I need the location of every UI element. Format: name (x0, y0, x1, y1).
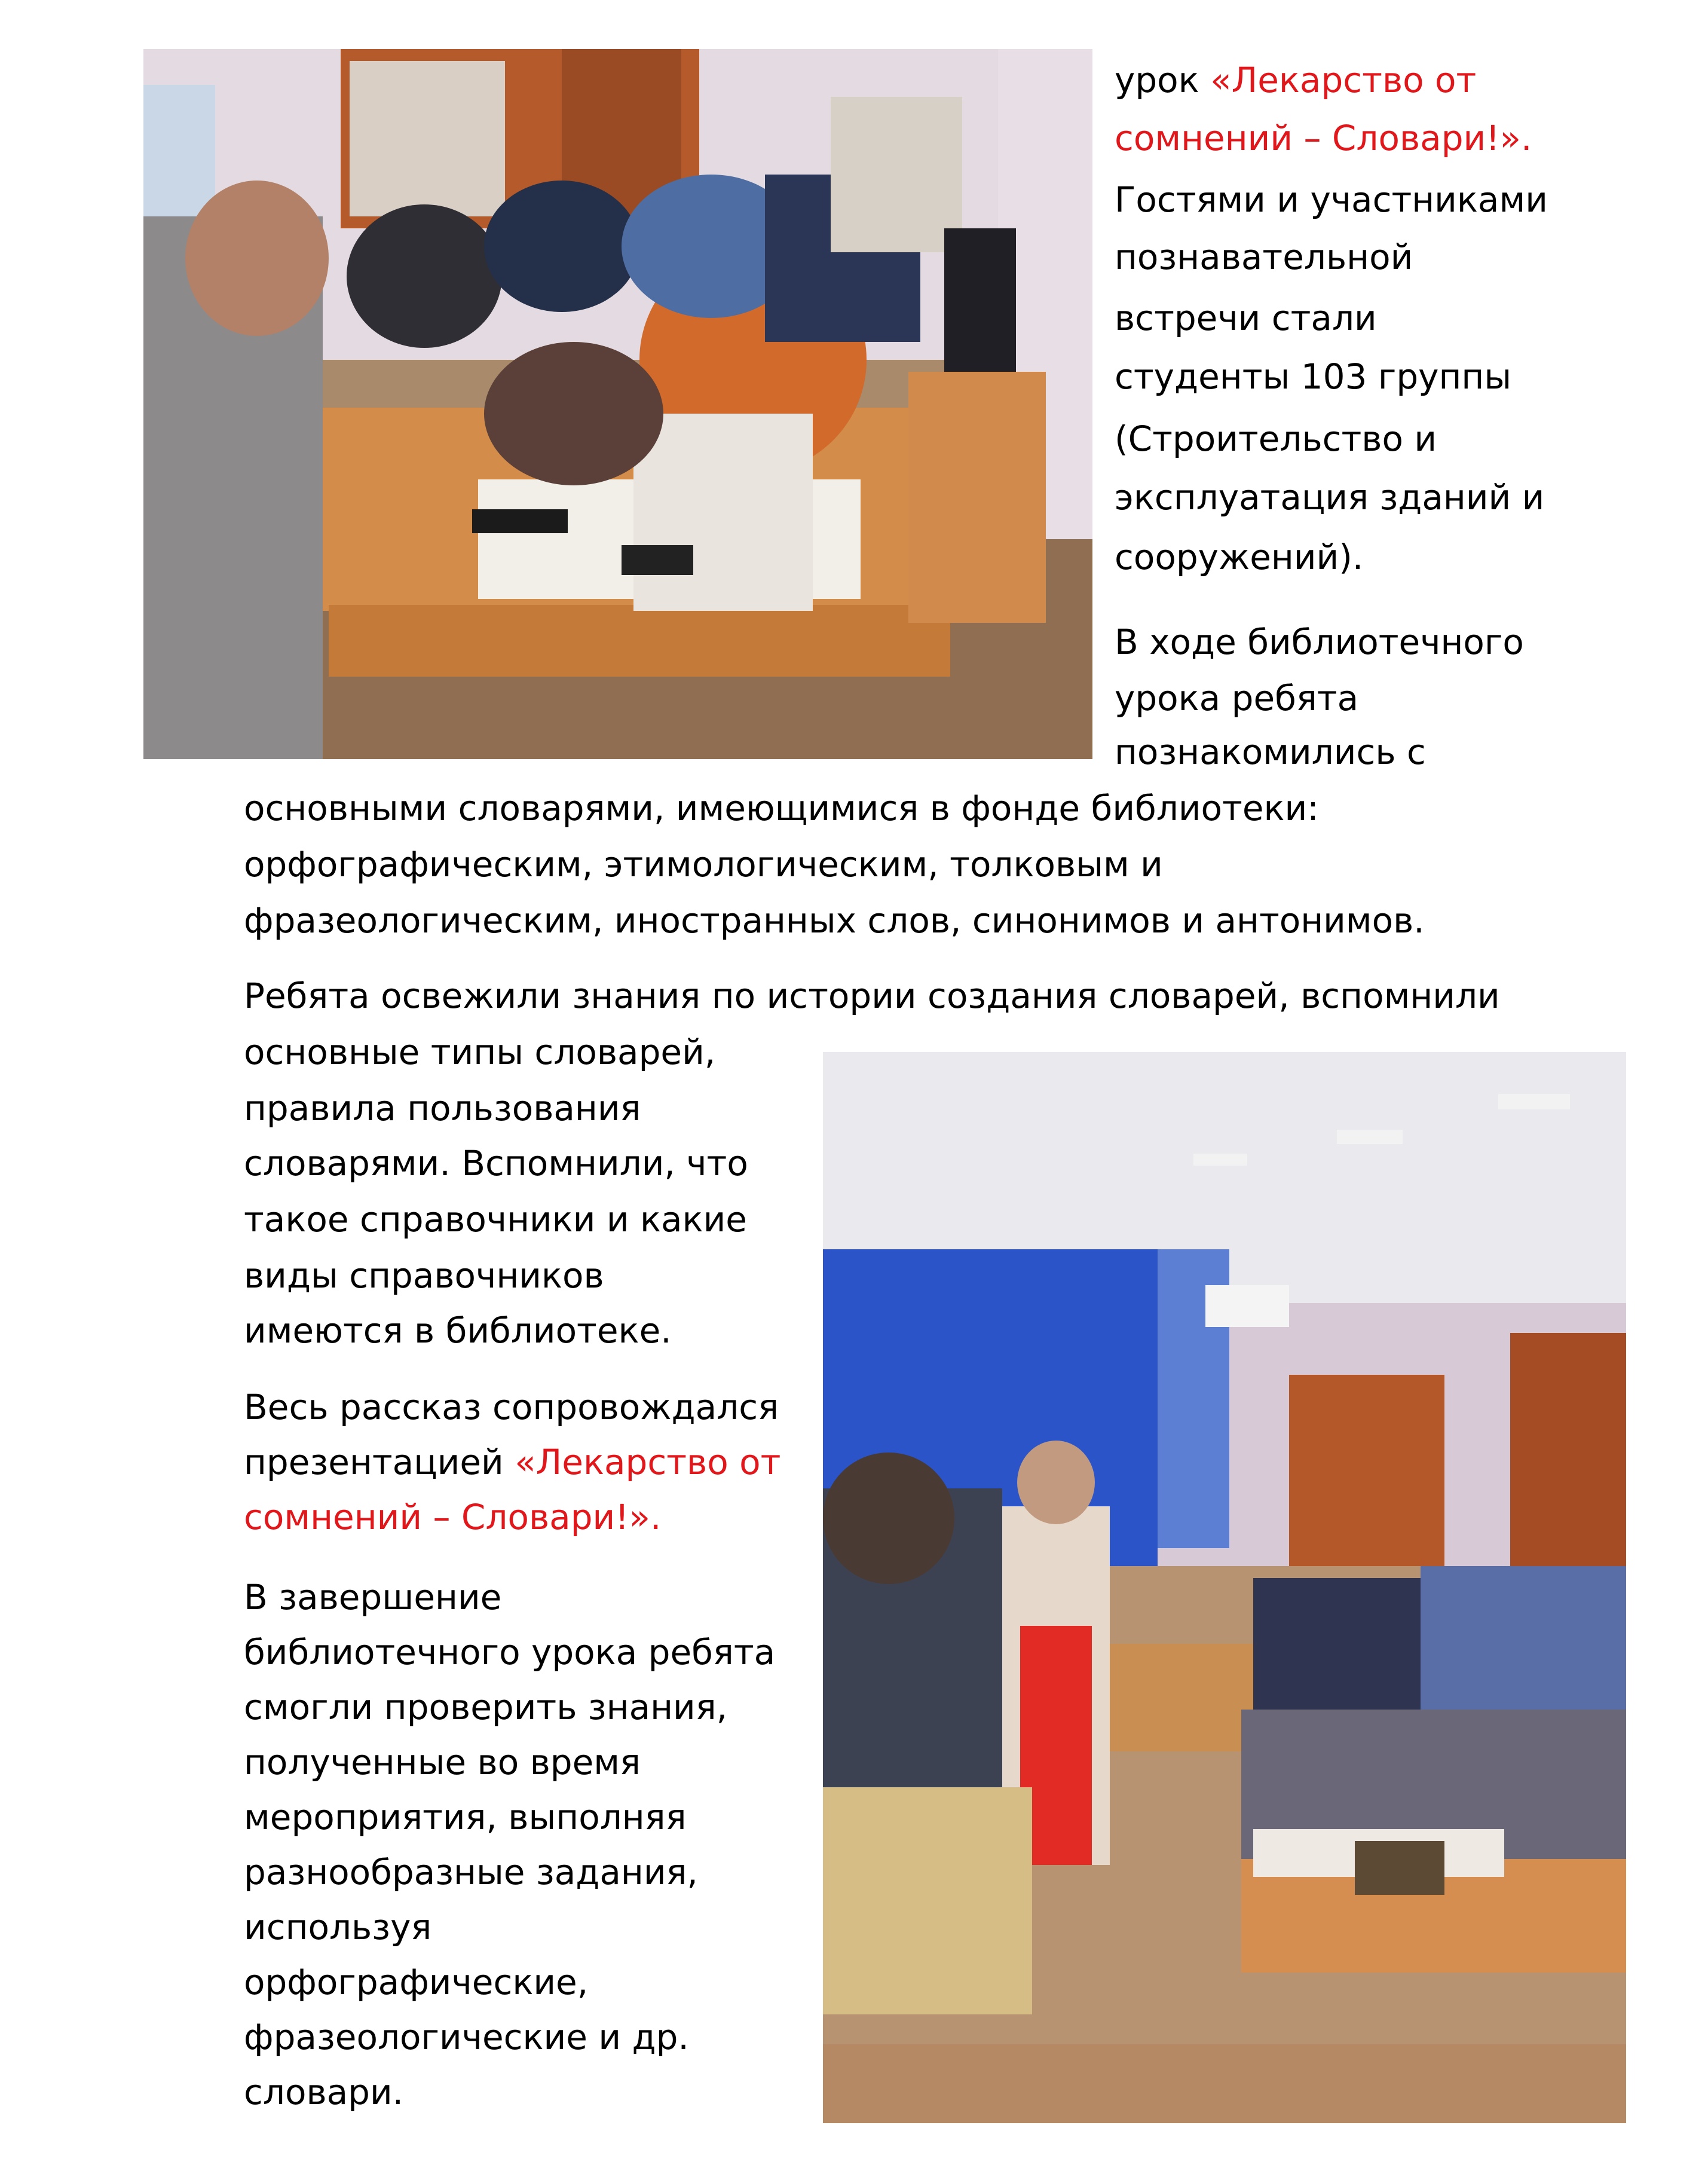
intro-line-5: встречи стали (1115, 298, 1377, 338)
event-title-part-2: сомнений – Словари!». (1115, 118, 1532, 158)
event-title-part-1: «Лекарство от (1210, 60, 1477, 100)
para3-line-3: правила пользования (244, 1088, 641, 1129)
para5-line-10: словари. (244, 2072, 404, 2112)
intro-line-4: познавательной (1115, 237, 1413, 277)
para5-line-9: фразеологические и др. (244, 2017, 689, 2057)
para4-line-2-text: презентацией (244, 1442, 515, 1482)
para2-line-2: урока ребята (1115, 678, 1359, 718)
para2-line-3: познакомились с (1115, 732, 1426, 772)
classroom-photo-top (143, 49, 1092, 759)
para2-line-1: В ходе библиотечного (1115, 622, 1524, 662)
para5-line-8: орфографические, (244, 1962, 589, 2002)
presentation-title-part-1: «Лекарство от (515, 1442, 781, 1482)
para2-line-4: основными словарями, имеющимися в фонде библиотеки: (244, 788, 1319, 828)
para3-line-5: такое справочники и какие (244, 1199, 747, 1240)
intro-line-1-text: урок (1115, 60, 1211, 100)
para5-line-7: используя (244, 1907, 432, 1947)
para5-line-1: В завершение (244, 1577, 502, 1617)
intro-line-6: студенты 103 группы (1115, 356, 1512, 397)
classroom-photo-bottom (823, 1052, 1626, 2123)
para3-line-7: имеются в библиотеке. (244, 1310, 672, 1351)
para3-line-6: виды справочников (244, 1255, 604, 1296)
para4-line-1: Весь рассказ сопровождался (244, 1387, 779, 1427)
para4-line-2 (244, 1435, 780, 1490)
intro-line-9: сооружений). (1115, 537, 1364, 577)
para3-line-2: основные типы словарей, (244, 1032, 716, 1072)
intro-line-7: (Строительство и (1115, 418, 1437, 459)
para3-line-4: словарями. Вспомнили, что (244, 1143, 748, 1184)
intro-line-1 (1115, 53, 1476, 108)
para5-line-2: библиотечного урока ребята (244, 1632, 776, 1672)
para5-line-3: смогли проверить знания, (244, 1687, 728, 1727)
para2-line-5: орфографическим, этимологическим, толковым и (244, 844, 1163, 885)
para2-line-6: фразеологическим, иностранных слов, синонимов и антонимов. (244, 900, 1425, 941)
intro-line-3: Гостями и участниками (1115, 179, 1548, 220)
presentation-title-part-2: сомнений – Словари!». (244, 1497, 662, 1537)
para5-line-4: полученные во время (244, 1742, 641, 1782)
para3-line-1: Ребята освежили знания по истории создания словарей, вспомнили (244, 976, 1500, 1016)
para5-line-5: мероприятия, выполняя (244, 1797, 687, 1837)
intro-line-8: эксплуатация зданий и (1115, 477, 1545, 518)
para5-line-6: разнообразные задания, (244, 1852, 698, 1892)
